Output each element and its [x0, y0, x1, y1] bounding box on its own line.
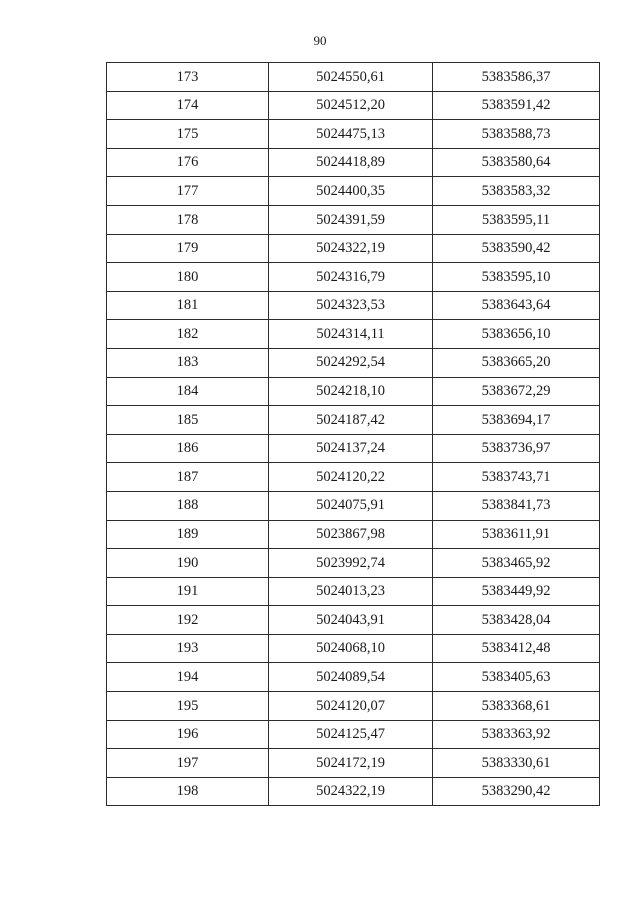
y-coordinate-cell: 5383736,97 [433, 434, 600, 463]
point-number-cell: 197 [107, 749, 269, 778]
coordinates-table-container [106, 62, 599, 806]
y-coordinate-cell: 5383330,61 [433, 749, 600, 778]
point-number-cell: 179 [107, 234, 269, 263]
y-coordinate-cell: 5383672,29 [433, 377, 600, 406]
x-coordinate-cell: 5024089,54 [269, 663, 433, 692]
y-coordinate-cell: 5383656,10 [433, 320, 600, 349]
table-row [107, 720, 600, 749]
point-number-cell: 175 [107, 120, 269, 149]
x-coordinate-cell: 5024120,07 [269, 692, 433, 721]
y-coordinate-cell: 5383611,91 [433, 520, 600, 549]
y-coordinate-cell: 5383465,92 [433, 549, 600, 578]
y-coordinate-cell: 5383583,32 [433, 177, 600, 206]
y-coordinate-cell: 5383694,17 [433, 406, 600, 435]
x-coordinate-cell: 5024172,19 [269, 749, 433, 778]
point-number-cell: 185 [107, 406, 269, 435]
point-number-cell: 176 [107, 148, 269, 177]
x-coordinate-cell: 5024043,91 [269, 606, 433, 635]
table-row [107, 634, 600, 663]
table-row [107, 406, 600, 435]
y-coordinate-cell: 5383841,73 [433, 491, 600, 520]
y-coordinate-cell: 5383405,63 [433, 663, 600, 692]
x-coordinate-cell: 5024323,53 [269, 291, 433, 320]
y-coordinate-cell: 5383428,04 [433, 606, 600, 635]
y-coordinate-cell: 5383590,42 [433, 234, 600, 263]
table-row [107, 205, 600, 234]
y-coordinate-cell: 5383588,73 [433, 120, 600, 149]
point-number-cell: 194 [107, 663, 269, 692]
y-coordinate-cell: 5383368,61 [433, 692, 600, 721]
x-coordinate-cell: 5024316,79 [269, 263, 433, 292]
y-coordinate-cell: 5383595,11 [433, 205, 600, 234]
x-coordinate-cell: 5024137,24 [269, 434, 433, 463]
y-coordinate-cell: 5383591,42 [433, 91, 600, 120]
x-coordinate-cell: 5024550,61 [269, 63, 433, 92]
table-row [107, 692, 600, 721]
x-coordinate-cell: 5024314,11 [269, 320, 433, 349]
table-row [107, 348, 600, 377]
point-number-cell: 195 [107, 692, 269, 721]
table-row [107, 263, 600, 292]
point-number-cell: 192 [107, 606, 269, 635]
x-coordinate-cell: 5024187,42 [269, 406, 433, 435]
x-coordinate-cell: 5024292,54 [269, 348, 433, 377]
point-number-cell: 178 [107, 205, 269, 234]
table-row [107, 291, 600, 320]
y-coordinate-cell: 5383449,92 [433, 577, 600, 606]
point-number-cell: 191 [107, 577, 269, 606]
y-coordinate-cell: 5383665,20 [433, 348, 600, 377]
x-coordinate-cell: 5024400,35 [269, 177, 433, 206]
y-coordinate-cell: 5383743,71 [433, 463, 600, 492]
point-number-cell: 177 [107, 177, 269, 206]
point-number-cell: 180 [107, 263, 269, 292]
y-coordinate-cell: 5383643,64 [433, 291, 600, 320]
y-coordinate-cell: 5383580,64 [433, 148, 600, 177]
table-row [107, 377, 600, 406]
x-coordinate-cell: 5024068,10 [269, 634, 433, 663]
x-coordinate-cell: 5024075,91 [269, 491, 433, 520]
point-number-cell: 182 [107, 320, 269, 349]
table-row [107, 520, 600, 549]
x-coordinate-cell: 5024418,89 [269, 148, 433, 177]
y-coordinate-cell: 5383290,42 [433, 777, 600, 806]
x-coordinate-cell: 5023867,98 [269, 520, 433, 549]
y-coordinate-cell: 5383363,92 [433, 720, 600, 749]
table-row [107, 577, 600, 606]
y-coordinate-cell: 5383595,10 [433, 263, 600, 292]
table-row [107, 120, 600, 149]
point-number-cell: 173 [107, 63, 269, 92]
point-number-cell: 190 [107, 549, 269, 578]
table-row [107, 148, 600, 177]
table-row [107, 777, 600, 806]
x-coordinate-cell: 5024218,10 [269, 377, 433, 406]
y-coordinate-cell: 5383586,37 [433, 63, 600, 92]
point-number-cell: 174 [107, 91, 269, 120]
point-number-cell: 184 [107, 377, 269, 406]
page-number: 90 [313, 33, 327, 48]
x-coordinate-cell: 5024013,23 [269, 577, 433, 606]
table-row [107, 434, 600, 463]
point-number-cell: 193 [107, 634, 269, 663]
point-number-cell: 186 [107, 434, 269, 463]
table-row [107, 491, 600, 520]
x-coordinate-cell: 5024512,20 [269, 91, 433, 120]
x-coordinate-cell: 5023992,74 [269, 549, 433, 578]
point-number-cell: 196 [107, 720, 269, 749]
point-number-cell: 198 [107, 777, 269, 806]
x-coordinate-cell: 5024391,59 [269, 205, 433, 234]
x-coordinate-cell: 5024125,47 [269, 720, 433, 749]
table-row [107, 234, 600, 263]
table-row [107, 91, 600, 120]
table-row [107, 463, 600, 492]
table-row [107, 749, 600, 778]
point-number-cell: 188 [107, 491, 269, 520]
coordinates-table-body [107, 63, 600, 806]
table-row [107, 320, 600, 349]
coordinates-table [106, 62, 600, 806]
x-coordinate-cell: 5024322,19 [269, 777, 433, 806]
point-number-cell: 183 [107, 348, 269, 377]
point-number-cell: 187 [107, 463, 269, 492]
x-coordinate-cell: 5024120,22 [269, 463, 433, 492]
table-row [107, 177, 600, 206]
point-number-cell: 181 [107, 291, 269, 320]
table-row [107, 63, 600, 92]
table-row [107, 549, 600, 578]
point-number-cell: 189 [107, 520, 269, 549]
x-coordinate-cell: 5024475,13 [269, 120, 433, 149]
table-row [107, 663, 600, 692]
table-row [107, 606, 600, 635]
x-coordinate-cell: 5024322,19 [269, 234, 433, 263]
y-coordinate-cell: 5383412,48 [433, 634, 600, 663]
